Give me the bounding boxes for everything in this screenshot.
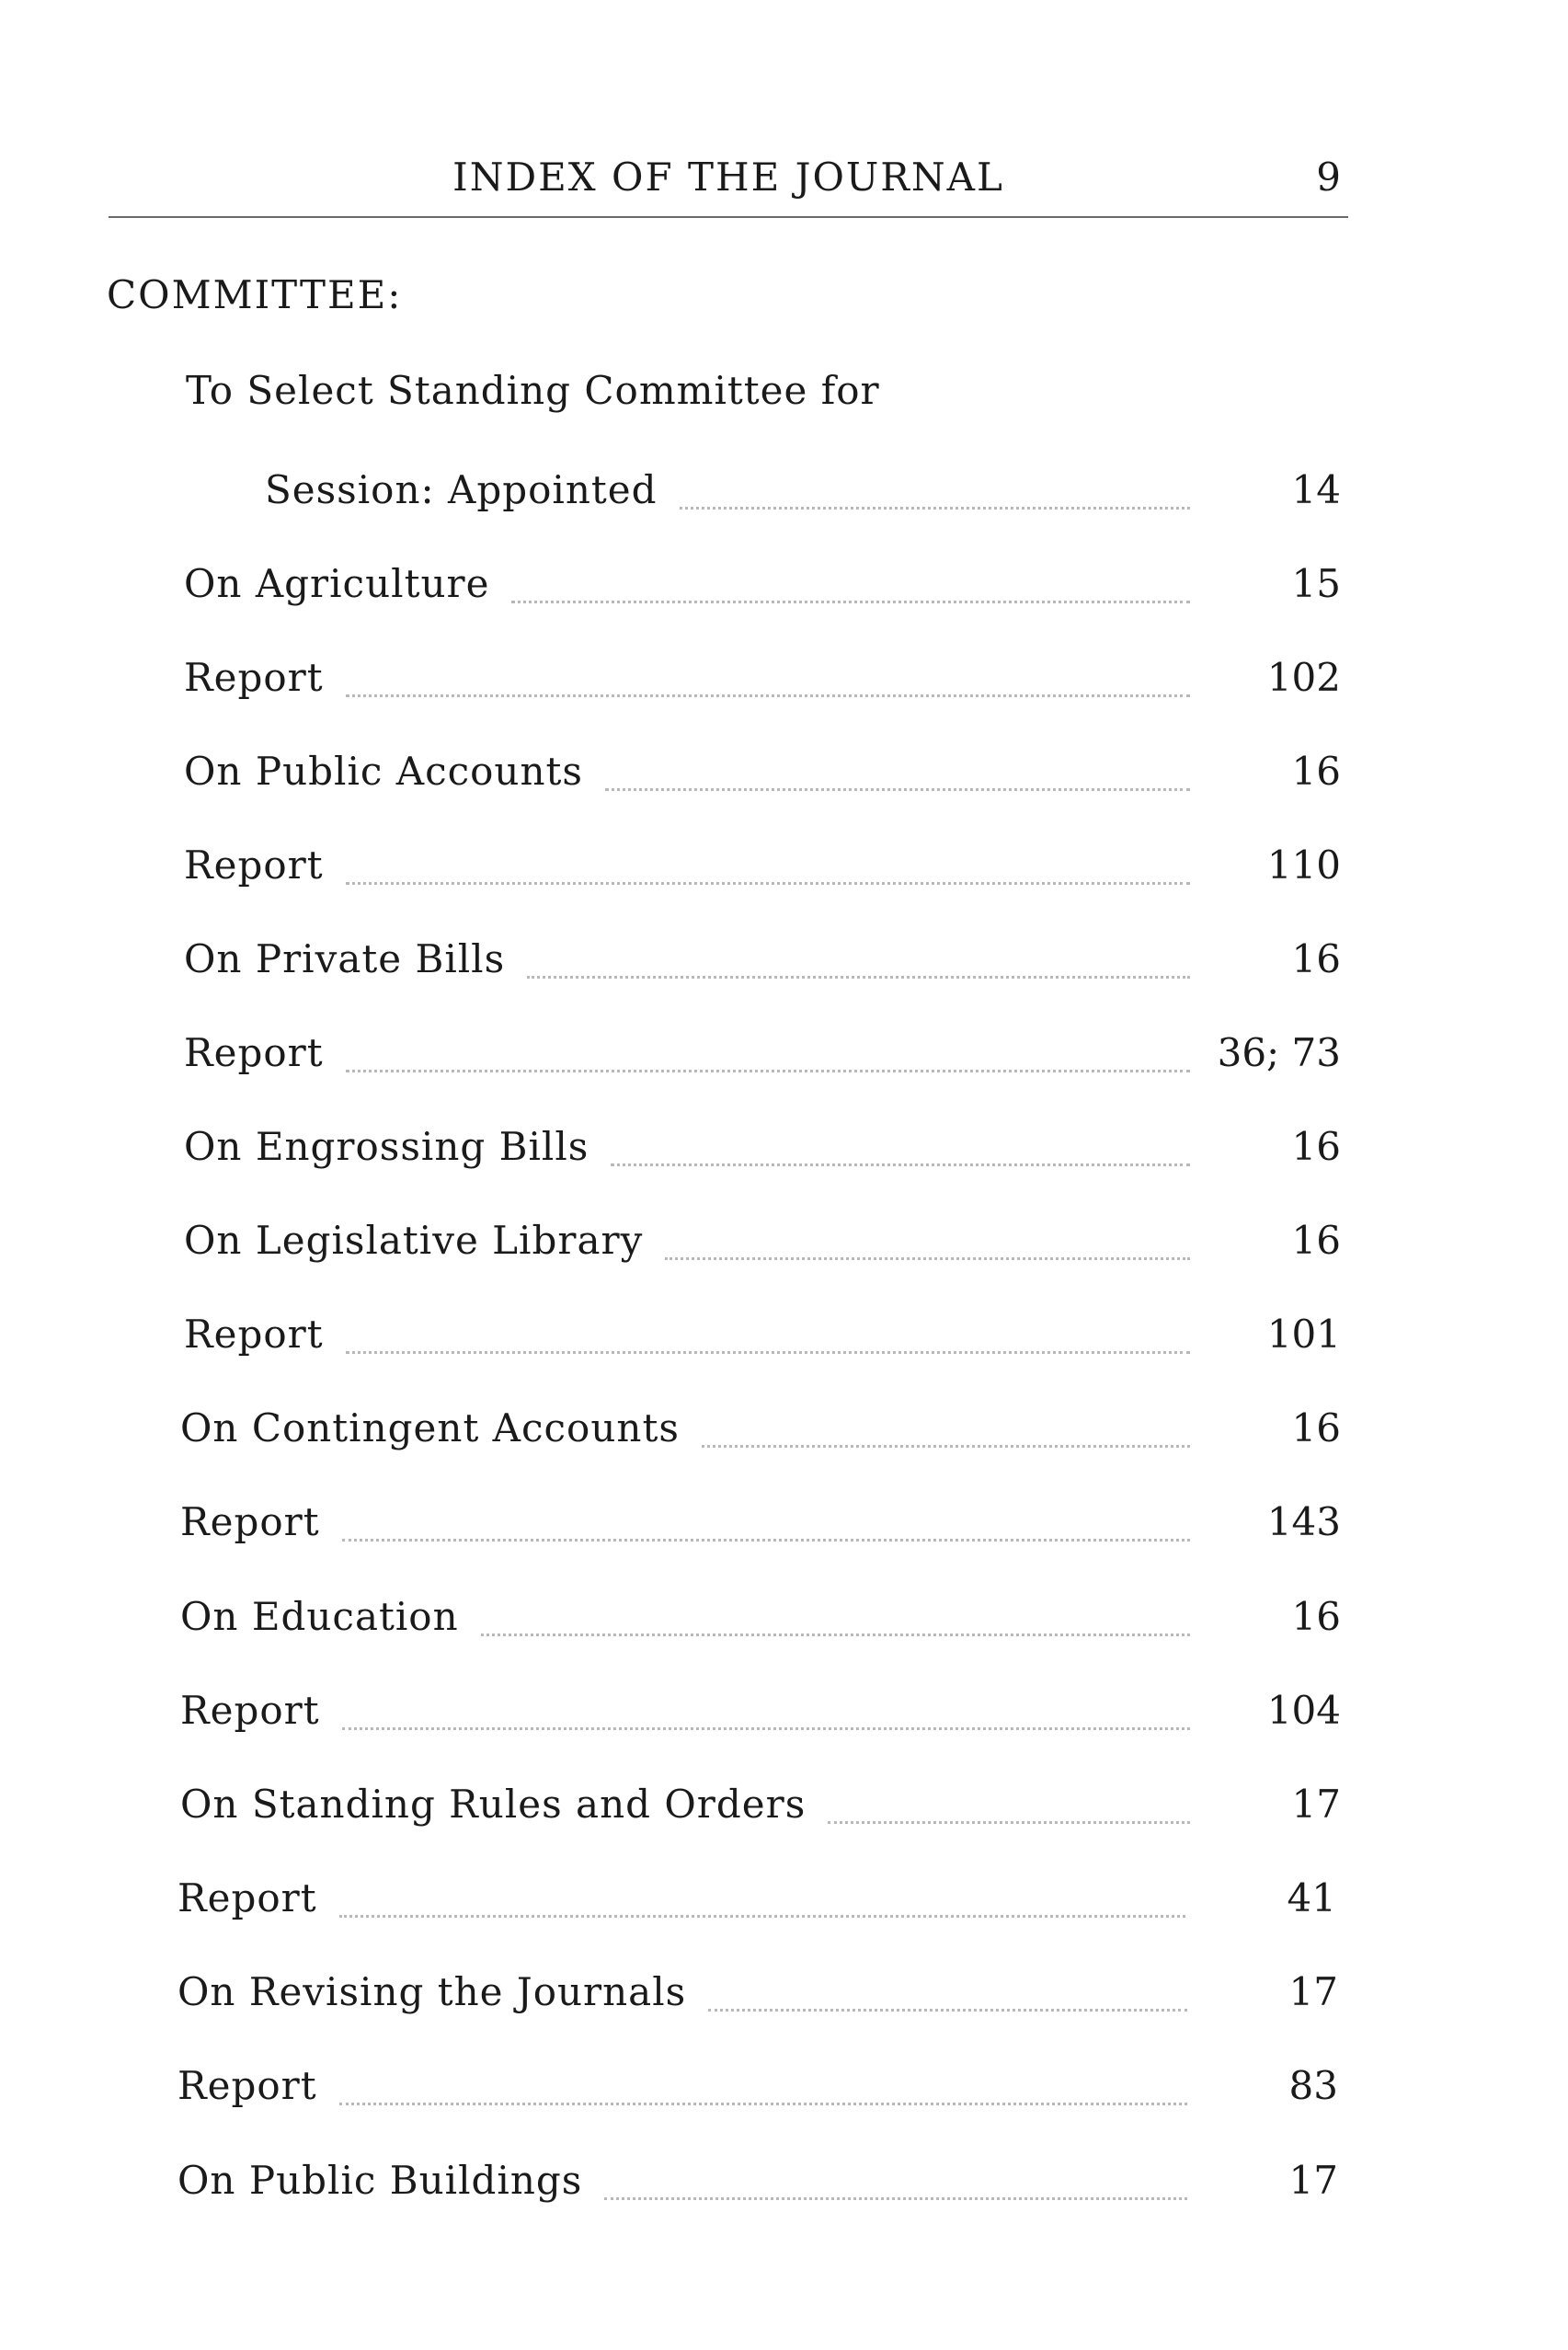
index-entry bbox=[177, 2158, 1338, 2213]
entry-page-ref: 14 bbox=[1291, 467, 1341, 512]
index-entry bbox=[184, 1218, 1341, 1273]
index-entry bbox=[184, 1124, 1341, 1179]
entry-label: Report bbox=[177, 1875, 317, 1920]
entry-page-ref: 17 bbox=[1291, 1782, 1341, 1827]
subheading: To Select Standing Committee for bbox=[186, 368, 880, 413]
entry-label: Report bbox=[180, 1688, 320, 1733]
entry-label: On Public Accounts bbox=[184, 749, 583, 794]
running-head bbox=[109, 151, 1348, 206]
entry-page-ref: 16 bbox=[1291, 749, 1341, 794]
entry-page-ref: 83 bbox=[1288, 2063, 1338, 2108]
entry-page-ref: 101 bbox=[1266, 1312, 1341, 1357]
entry-page-ref: 16 bbox=[1291, 1594, 1341, 1639]
entry-label: On Agriculture bbox=[184, 561, 490, 606]
entry-label: On Revising the Journals bbox=[177, 1969, 687, 2014]
dot-leader bbox=[346, 882, 1190, 885]
index-entry bbox=[180, 1782, 1341, 1837]
dot-leader bbox=[339, 2103, 1187, 2105]
entry-label: Session: Appointed bbox=[265, 467, 658, 512]
index-entry bbox=[180, 1499, 1341, 1554]
entry-label: Report bbox=[177, 2063, 317, 2108]
dot-leader bbox=[708, 2009, 1187, 2012]
entry-page-ref: 104 bbox=[1266, 1688, 1341, 1733]
dot-leader bbox=[702, 1445, 1190, 1448]
index-entry bbox=[184, 561, 1341, 616]
page-number: 9 bbox=[1316, 155, 1341, 200]
entry-label: On Engrossing Bills bbox=[184, 1124, 589, 1169]
index-entry bbox=[177, 1969, 1338, 2024]
index-entry bbox=[180, 1688, 1341, 1743]
entry-page-ref: 36; 73 bbox=[1217, 1030, 1341, 1075]
entry-label: On Legislative Library bbox=[184, 1218, 644, 1263]
section-heading: COMMITTEE: bbox=[107, 272, 403, 317]
index-entry bbox=[265, 467, 1341, 522]
entry-label: Report bbox=[184, 1030, 324, 1075]
dot-leader bbox=[828, 1821, 1190, 1824]
entry-label: Report bbox=[184, 655, 324, 700]
index-entry bbox=[180, 1405, 1341, 1461]
entry-page-ref: 110 bbox=[1266, 843, 1341, 888]
dot-leader bbox=[680, 507, 1191, 510]
dot-leader bbox=[527, 976, 1190, 979]
index-entry bbox=[184, 749, 1341, 804]
dot-leader bbox=[346, 1070, 1190, 1072]
entry-label: Report bbox=[180, 1499, 320, 1544]
running-title: INDEX OF THE JOURNAL bbox=[452, 155, 1004, 200]
header-rule bbox=[109, 216, 1348, 218]
dot-leader bbox=[342, 1539, 1190, 1542]
dot-leader bbox=[481, 1634, 1190, 1636]
entry-label: Report bbox=[184, 1312, 324, 1357]
dot-leader bbox=[339, 1915, 1185, 1918]
entry-label: Report bbox=[184, 843, 324, 888]
entry-page-ref: 17 bbox=[1288, 1969, 1338, 2014]
index-entry bbox=[184, 655, 1341, 710]
entry-page-ref: 41 bbox=[1287, 1875, 1336, 1920]
index-entry bbox=[177, 2063, 1338, 2118]
entry-page-ref: 143 bbox=[1266, 1499, 1341, 1544]
entry-label: On Education bbox=[180, 1594, 459, 1639]
dot-leader bbox=[511, 601, 1190, 603]
index-entry bbox=[184, 843, 1341, 898]
dot-leader bbox=[605, 788, 1190, 791]
entry-label: On Standing Rules and Orders bbox=[180, 1782, 807, 1827]
entry-page-ref: 102 bbox=[1266, 655, 1341, 700]
dot-leader bbox=[665, 1257, 1190, 1260]
entry-page-ref: 16 bbox=[1291, 936, 1341, 981]
index-entry bbox=[180, 1594, 1341, 1649]
dot-leader bbox=[346, 1351, 1190, 1354]
entry-label: On Public Buildings bbox=[177, 2158, 583, 2203]
entry-label: On Private Bills bbox=[184, 936, 506, 981]
entry-page-ref: 16 bbox=[1291, 1124, 1341, 1169]
index-entry bbox=[177, 1875, 1336, 1931]
index-entry bbox=[184, 936, 1341, 992]
entry-page-ref: 17 bbox=[1288, 2158, 1338, 2203]
entry-page-ref: 15 bbox=[1291, 561, 1341, 606]
dot-leader bbox=[346, 694, 1190, 697]
index-entry bbox=[184, 1030, 1341, 1085]
entry-label: On Contingent Accounts bbox=[180, 1405, 680, 1450]
index-entry bbox=[184, 1312, 1341, 1367]
dot-leader bbox=[604, 2197, 1187, 2200]
entry-page-ref: 16 bbox=[1291, 1405, 1341, 1450]
dot-leader bbox=[611, 1164, 1190, 1166]
entry-page-ref: 16 bbox=[1291, 1218, 1341, 1263]
dot-leader bbox=[342, 1727, 1190, 1730]
